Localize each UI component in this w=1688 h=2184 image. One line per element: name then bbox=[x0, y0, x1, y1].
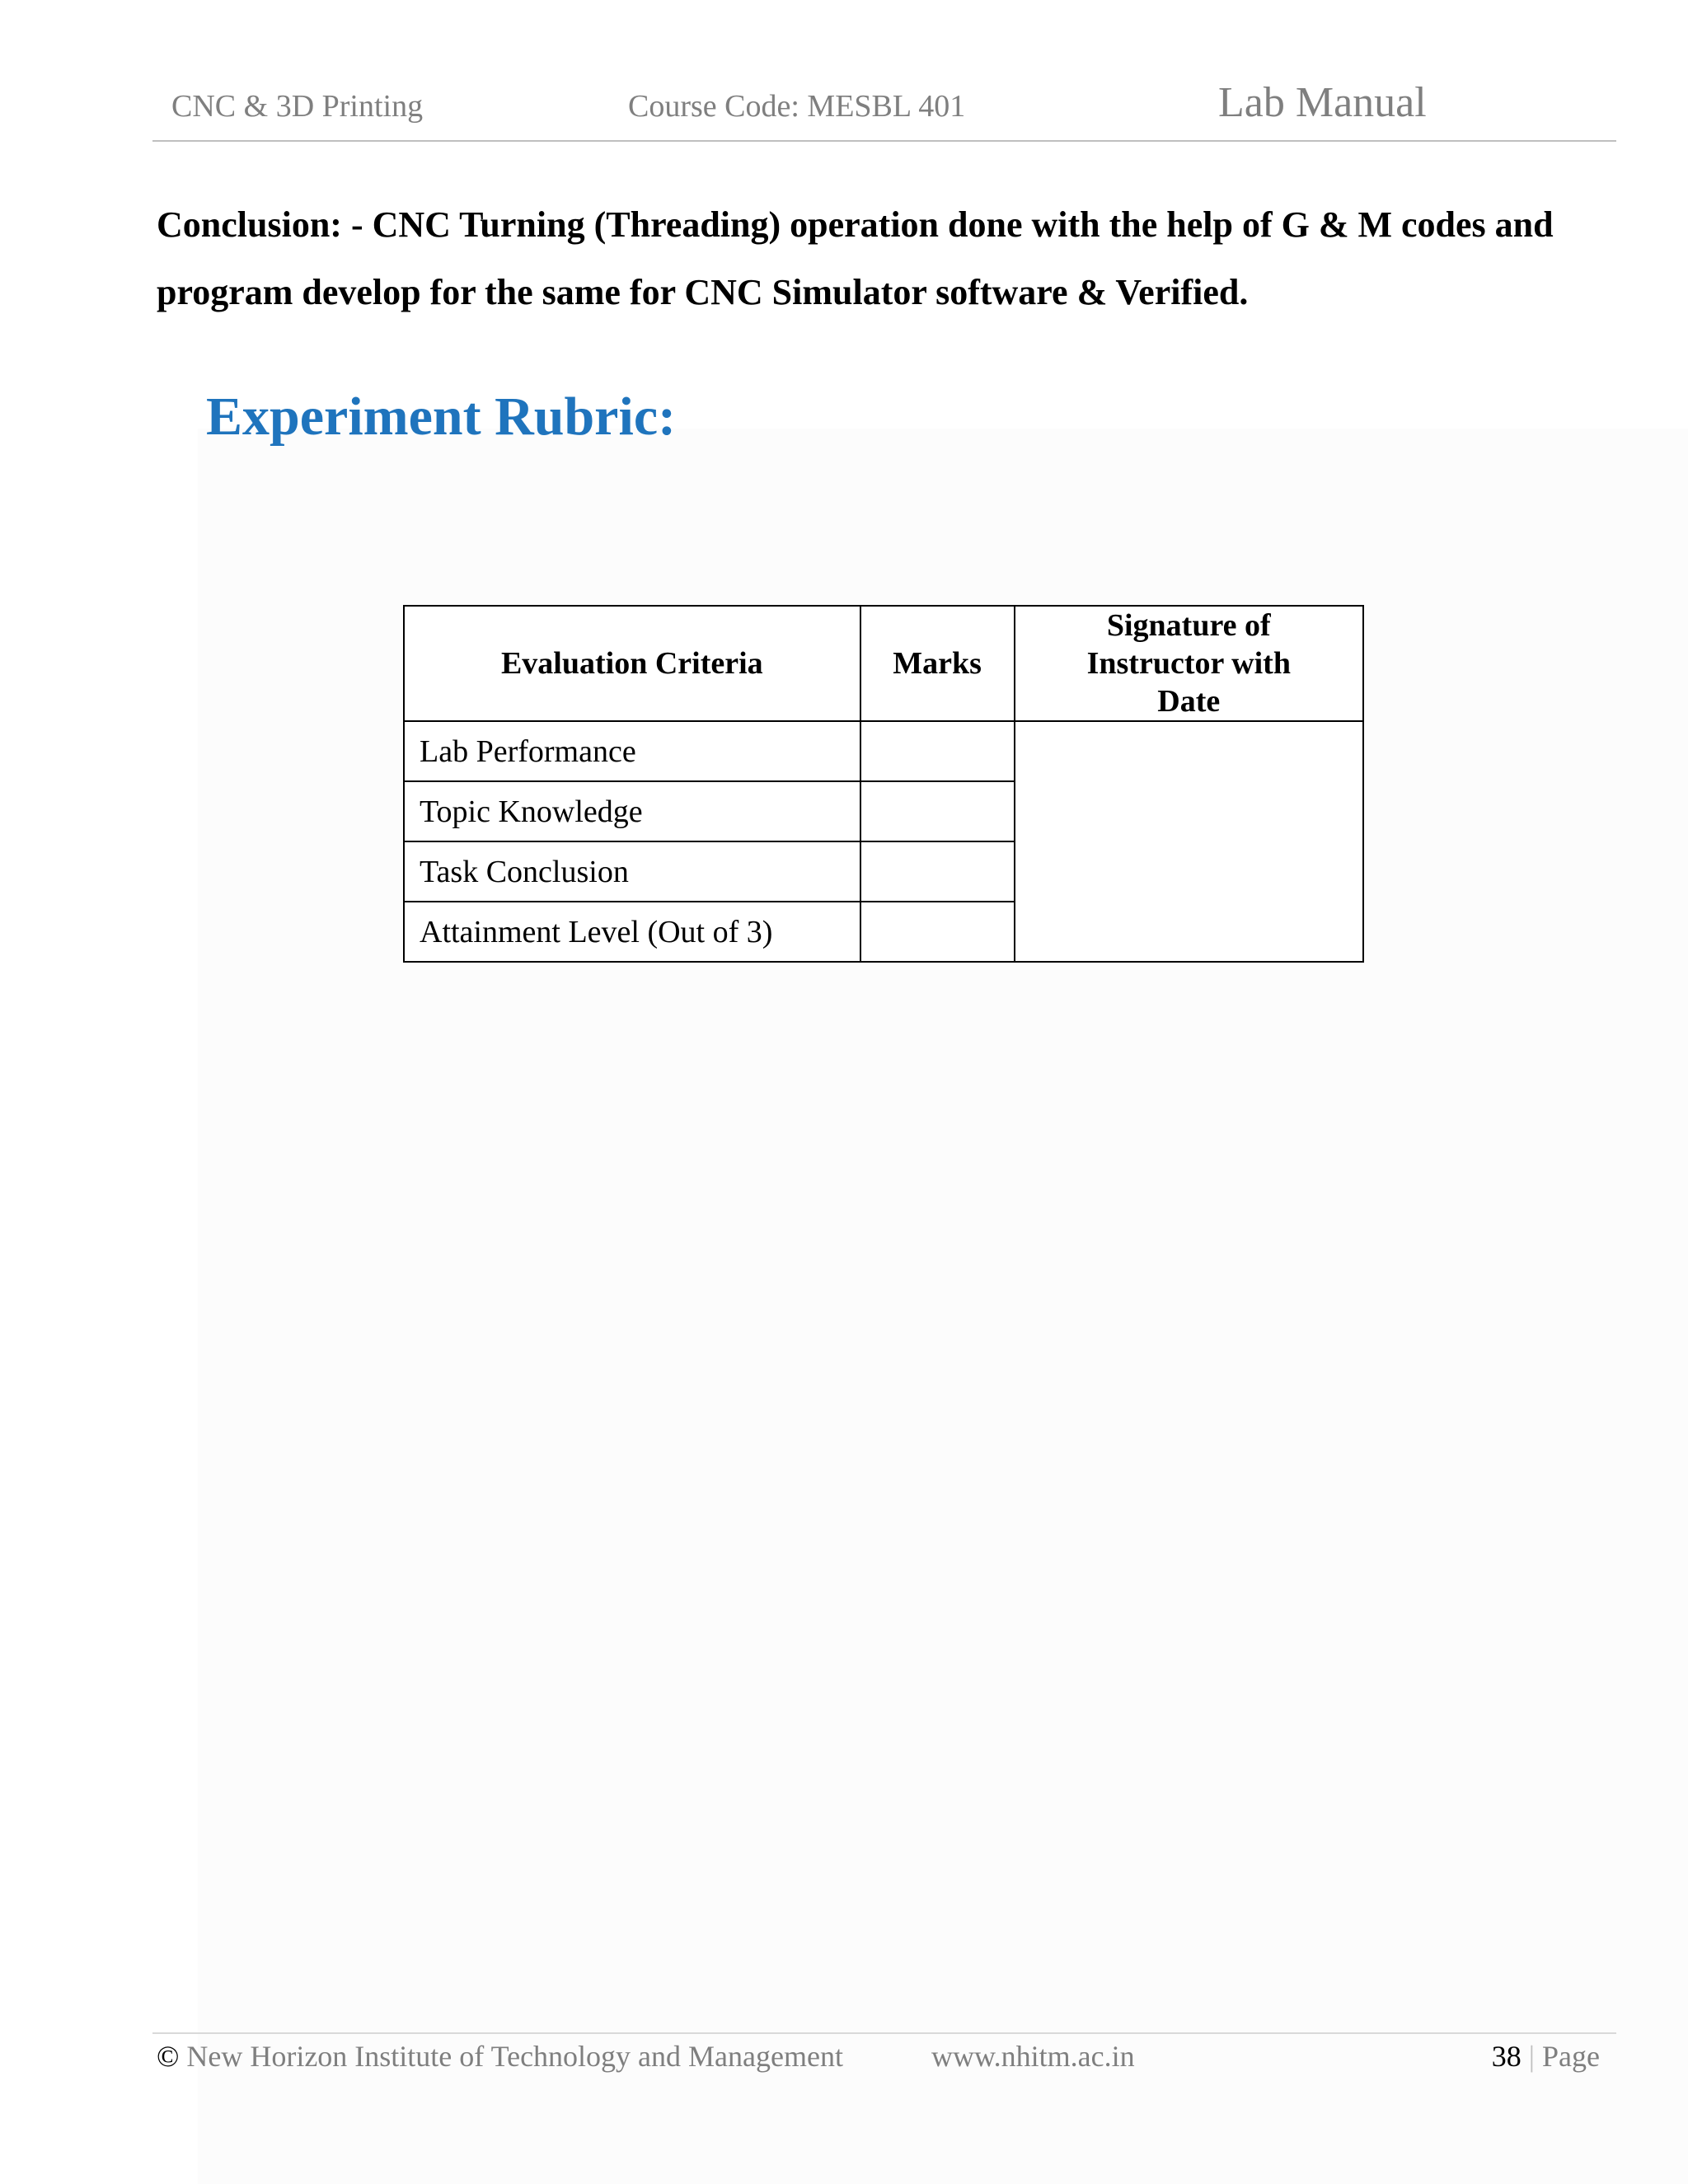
criteria-cell: Lab Performance bbox=[404, 721, 860, 781]
header-signature bbox=[1015, 606, 1363, 721]
header-signature-label: Signature of Instructor with Date bbox=[1086, 608, 1291, 719]
page-header bbox=[152, 74, 1616, 142]
page-label: Page bbox=[1542, 2040, 1600, 2073]
marks-cell bbox=[860, 902, 1015, 962]
rubric-table bbox=[403, 605, 1364, 963]
criteria-cell: Task Conclusion bbox=[404, 841, 860, 902]
header-manual-type: Lab Manual bbox=[1218, 79, 1427, 126]
header-course-code: Course Code: MESBL 401 bbox=[628, 89, 966, 124]
header-marks: Marks bbox=[860, 606, 1015, 721]
page-separator: | bbox=[1528, 2040, 1536, 2073]
marks-cell bbox=[860, 721, 1015, 781]
footer-page-number bbox=[1492, 2039, 1600, 2074]
criteria-cell: Topic Knowledge bbox=[404, 781, 860, 841]
signature-cell bbox=[1015, 721, 1363, 962]
footer-website: www.nhitm.ac.in bbox=[931, 2040, 1135, 2073]
page-number: 38 bbox=[1491, 2040, 1522, 2073]
table-header-row bbox=[404, 606, 1363, 721]
header-evaluation-criteria: Evaluation Criteria bbox=[404, 606, 860, 721]
rubric-heading: Experiment Rubric: bbox=[206, 387, 677, 447]
marks-cell bbox=[860, 841, 1015, 902]
table-row bbox=[404, 721, 1363, 781]
marks-cell bbox=[860, 781, 1015, 841]
criteria-cell: Attainment Level (Out of 3) bbox=[404, 902, 860, 962]
header-subject: CNC & 3D Printing bbox=[171, 89, 424, 124]
footer-institute-name: New Horizon Institute of Technology and Management bbox=[186, 2040, 843, 2073]
footer-institute bbox=[157, 2039, 843, 2074]
copyright-icon: © bbox=[157, 2040, 180, 2073]
page-footer bbox=[152, 2032, 1616, 2083]
conclusion-text: Conclusion: - CNC Turning (Threading) operation done with the help of G & M codes and program develop for the same for CNC Simulator software & Verified. bbox=[157, 204, 1554, 312]
